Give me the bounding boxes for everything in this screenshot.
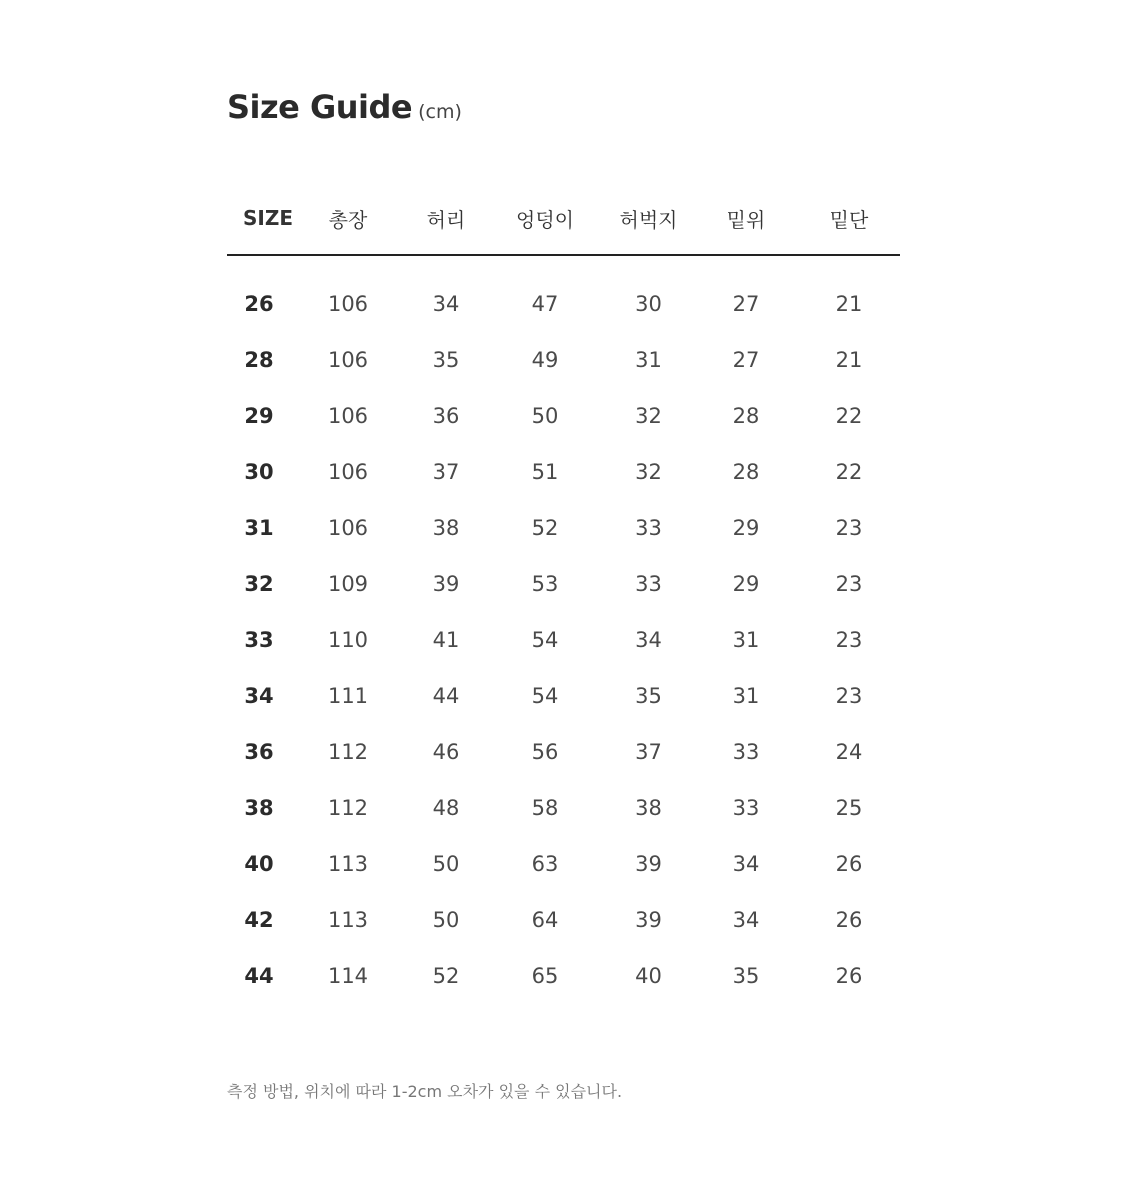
table-row: [227, 332, 900, 388]
cell-hem: 26: [835, 852, 863, 876]
table-row: [227, 724, 900, 780]
cell-size: 26: [244, 292, 274, 316]
title-unit: (cm): [418, 101, 462, 123]
cell-hem: 24: [835, 740, 863, 764]
cell-total-length: 106: [327, 516, 369, 540]
table-row: [227, 388, 900, 444]
cell-waist: 41: [432, 628, 460, 652]
header-size: SIZE: [227, 182, 291, 255]
cell-size: 31: [244, 516, 274, 540]
cell-waist: 35: [432, 348, 460, 372]
cell-rise: 29: [732, 516, 760, 540]
cell-rise: 33: [732, 740, 760, 764]
cell-hem: 26: [835, 908, 863, 932]
cell-hem: 22: [835, 460, 863, 484]
cell-waist: 36: [432, 404, 460, 428]
cell-hem: 23: [835, 684, 863, 708]
cell-hip: 65: [531, 964, 559, 988]
table-row: [227, 948, 900, 1004]
cell-waist: 52: [432, 964, 460, 988]
cell-rise: 35: [732, 964, 760, 988]
cell-size: 36: [244, 740, 274, 764]
cell-hem: 23: [835, 516, 863, 540]
cell-total-length: 111: [327, 684, 369, 708]
cell-total-length: 106: [327, 460, 369, 484]
title-main: Size Guide: [227, 88, 413, 126]
cell-waist: 34: [432, 292, 460, 316]
cell-thigh: 31: [635, 348, 662, 372]
table-row: [227, 780, 900, 836]
cell-rise: 34: [732, 908, 760, 932]
cell-size: 40: [244, 852, 274, 876]
size-table-body: [227, 255, 900, 1004]
cell-size: 33: [244, 628, 274, 652]
table-row: [227, 255, 900, 332]
cell-rise: 33: [732, 796, 760, 820]
cell-hem: 21: [835, 292, 863, 316]
cell-waist: 39: [432, 572, 460, 596]
header-hem: 밑단: [798, 182, 900, 255]
cell-hip: 49: [531, 348, 559, 372]
cell-hip: 63: [531, 852, 559, 876]
cell-thigh: 32: [635, 460, 662, 484]
cell-size: 34: [244, 684, 274, 708]
cell-waist: 37: [432, 460, 460, 484]
cell-hip: 52: [531, 516, 559, 540]
cell-total-length: 112: [327, 740, 369, 764]
cell-total-length: 113: [327, 852, 369, 876]
table-row: [227, 444, 900, 500]
cell-hip: 51: [531, 460, 559, 484]
cell-total-length: 106: [327, 292, 369, 316]
cell-size: 29: [244, 404, 274, 428]
cell-hip: 50: [531, 404, 559, 428]
table-header-row: [227, 182, 900, 255]
header-total-length: 총장: [291, 182, 405, 255]
cell-hem: 23: [835, 628, 863, 652]
cell-size: 28: [244, 348, 274, 372]
cell-total-length: 109: [327, 572, 369, 596]
size-table: [227, 182, 900, 1004]
header-hip: 엉덩이: [487, 182, 603, 255]
cell-size: 44: [244, 964, 274, 988]
cell-thigh: 38: [635, 796, 662, 820]
cell-total-length: 112: [327, 796, 369, 820]
cell-size: 30: [244, 460, 274, 484]
table-row: [227, 556, 900, 612]
cell-hem: 25: [835, 796, 863, 820]
cell-rise: 31: [732, 684, 760, 708]
table-row: [227, 612, 900, 668]
cell-rise: 29: [732, 572, 760, 596]
cell-hem: 26: [835, 964, 863, 988]
cell-hip: 54: [531, 628, 559, 652]
cell-hem: 22: [835, 404, 863, 428]
cell-thigh: 33: [635, 516, 662, 540]
cell-total-length: 106: [327, 404, 369, 428]
cell-hip: 53: [531, 572, 559, 596]
cell-thigh: 39: [635, 852, 662, 876]
table-row: [227, 500, 900, 556]
cell-thigh: 37: [635, 740, 662, 764]
cell-rise: 28: [732, 460, 760, 484]
header-waist: 허리: [405, 182, 487, 255]
measurement-note: 측정 방법, 위치에 따라 1-2cm 오차가 있을 수 있습니다.: [227, 1082, 623, 1101]
cell-waist: 46: [432, 740, 460, 764]
cell-size: 38: [244, 796, 274, 820]
cell-hem: 21: [835, 348, 863, 372]
cell-hip: 47: [531, 292, 559, 316]
cell-rise: 27: [732, 292, 760, 316]
size-guide-title: [227, 88, 462, 126]
cell-thigh: 30: [635, 292, 662, 316]
cell-hem: 23: [835, 572, 863, 596]
cell-waist: 50: [432, 852, 460, 876]
cell-rise: 28: [732, 404, 760, 428]
cell-hip: 58: [531, 796, 559, 820]
cell-waist: 50: [432, 908, 460, 932]
header-thigh: 허벅지: [603, 182, 694, 255]
table-row: [227, 836, 900, 892]
cell-thigh: 34: [635, 628, 662, 652]
table-row: [227, 892, 900, 948]
cell-rise: 31: [732, 628, 760, 652]
cell-size: 42: [244, 908, 274, 932]
cell-rise: 27: [732, 348, 760, 372]
cell-rise: 34: [732, 852, 760, 876]
cell-thigh: 35: [635, 684, 662, 708]
cell-thigh: 39: [635, 908, 662, 932]
cell-size: 32: [244, 572, 274, 596]
cell-thigh: 32: [635, 404, 662, 428]
cell-total-length: 110: [327, 628, 369, 652]
cell-total-length: 113: [327, 908, 369, 932]
cell-waist: 48: [432, 796, 460, 820]
cell-hip: 64: [531, 908, 559, 932]
cell-waist: 44: [432, 684, 460, 708]
table-row: [227, 668, 900, 724]
cell-thigh: 40: [635, 964, 662, 988]
cell-hip: 54: [531, 684, 559, 708]
header-rise: 밑위: [694, 182, 798, 255]
cell-total-length: 114: [327, 964, 369, 988]
cell-hip: 56: [531, 740, 559, 764]
cell-thigh: 33: [635, 572, 662, 596]
cell-total-length: 106: [327, 348, 369, 372]
cell-waist: 38: [432, 516, 460, 540]
